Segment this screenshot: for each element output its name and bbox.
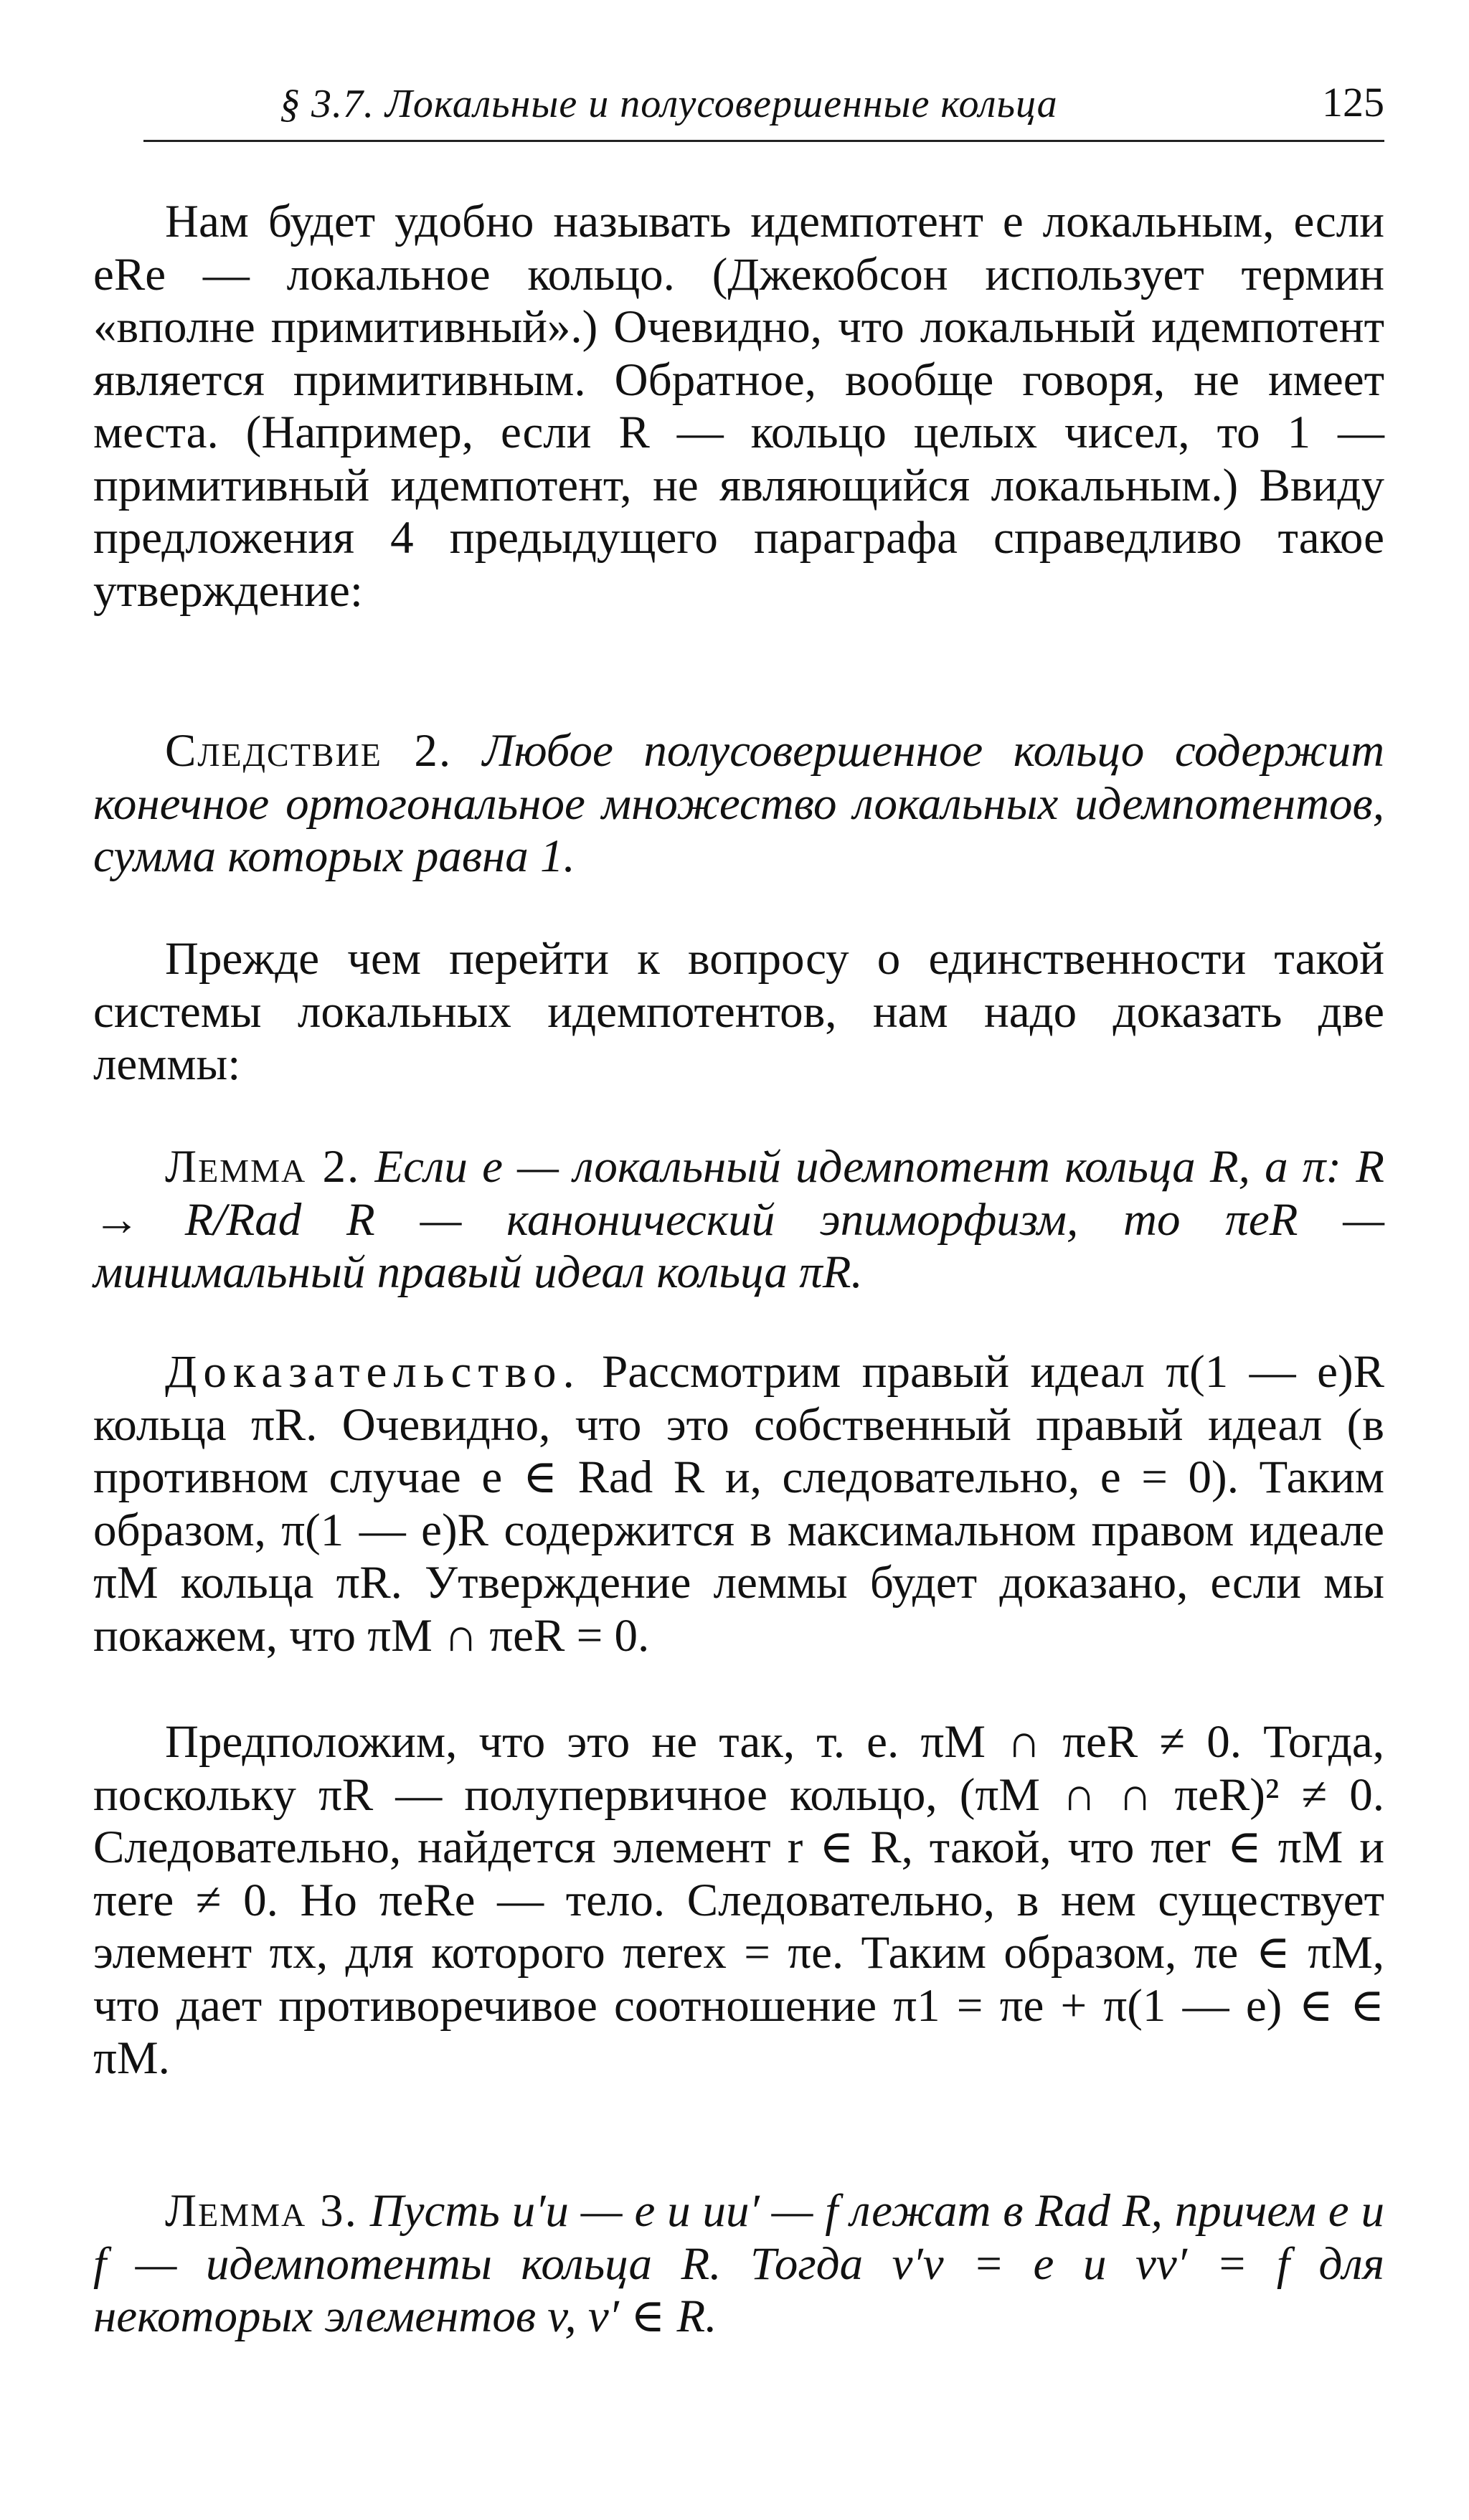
lemma-3-label: Лемма 3. bbox=[165, 2185, 358, 2237]
transition-paragraph: Прежде чем перейти к вопросу о единственности такой системы локальных идемпотентов, нам надо доказать две леммы: bbox=[93, 933, 1384, 1090]
proof-label: Доказательство. bbox=[165, 1346, 581, 1398]
lemma-2-label: Лемма 2. bbox=[165, 1141, 361, 1193]
corollary-label: Следствие 2. bbox=[165, 725, 453, 777]
lemma-2 bbox=[93, 1141, 1384, 1299]
lemma-3 bbox=[93, 2185, 1384, 2344]
running-header bbox=[143, 68, 1384, 142]
lemma-2-statement: Если e — локальный идемпотент кольца R, а π: R → R/Rad R — канонический эпиморфизм, то πeR — минимальный правый идеал кольца πR. bbox=[93, 1141, 1385, 1298]
corollary-statement: Любое полусовершенное кольцо содержит конечное ортогональное множество локальных идемпотентов, сумма которых равна 1. bbox=[93, 725, 1385, 882]
intro-paragraph: Нам будет удобно называть идемпотент e локальным, если eRe — локальное кольцо. (Джекобсон использует термин «вполне примитивный».) Очевидно, что локальный идемпотент является примитивным. Обратное, вообще говоря, не имеет места. (Например, если R — кольцо целых чисел, то 1 — примитивный идемпотент, не являющийся локальным.) Ввиду предложения 4 предыдущего параграфа справедливо такое утверждение: bbox=[93, 196, 1384, 617]
section-title: § 3.7. Локальные и полусовершенные кольца bbox=[280, 82, 1058, 126]
proof-paragraph bbox=[93, 1346, 1384, 1662]
corollary-2 bbox=[93, 725, 1384, 884]
proof-continuation: Предположим, что это не так, т. е. πM ∩ πeR ≠ 0. Тогда, поскольку πR — полупервичное кольцо, (πM ∩ ∩ πeR)² ≠ 0. Следовательно, найдется элемент r ∈ R, такой, что πer ∈ πM и πere ≠ 0. Но πeRe — тело. Следовательно, в нем существует элемент πx, для которого πerex = πe. Таким образом, πe ∈ πM, что дает противоречивое соотношение π1 = πe + π(1 — e) ∈ ∈ πM. bbox=[93, 1716, 1384, 2084]
proof-text: Рассмотрим правый идеал π(1 — e)R кольца πR. Очевидно, что это собственный правый идеал (в противном случае e ∈ Rad R и, следовательно, e = 0). Таким образом, π(1 — e)R содержится в максимальном правом идеале πM кольца πR. Утверждение леммы будет доказано, если мы покажем, что πM ∩ πeR = 0. bbox=[93, 1346, 1384, 1662]
page-number: 125 bbox=[1322, 79, 1384, 125]
lemma-3-statement: Пусть u′u — e и uu′ — f лежат в Rad R, причем e и f — идемпотенты кольца R. Тогда v′v = e и vv′ = f для некоторых элементов v, v′ ∈ R. bbox=[93, 2185, 1384, 2342]
